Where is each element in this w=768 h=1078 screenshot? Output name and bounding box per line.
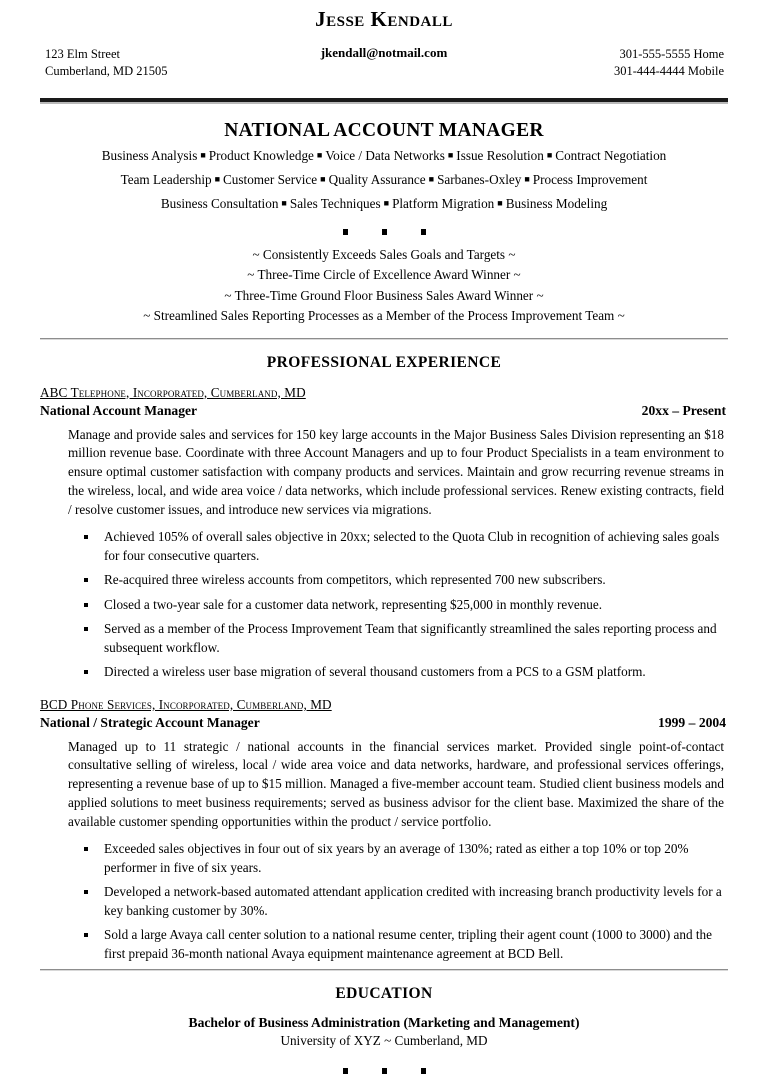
square-ornament-top xyxy=(40,223,728,239)
header-divider xyxy=(40,98,728,104)
skills-line-1 xyxy=(40,146,728,166)
square-icon xyxy=(421,1068,426,1074)
candidate-name: Jesse Kendall xyxy=(315,7,453,31)
skill-item: Customer Service xyxy=(223,171,318,187)
square-icon xyxy=(343,1068,348,1074)
skill-item: Process Improvement xyxy=(532,171,648,187)
professional-headline: NATIONAL ACCOUNT MANAGER xyxy=(224,120,544,141)
tagline: ~ Three-Time Circle of Excellence Award Winner ~ xyxy=(247,267,521,283)
skill-item: Issue Resolution xyxy=(456,148,544,163)
experience-entry xyxy=(40,384,728,682)
list-item: Re-acquired three wireless accounts from competitors, which represented 700 new subscribers. xyxy=(84,571,724,589)
square-separator-icon: ■ xyxy=(497,197,503,208)
job-dates: 1999 – 2004 xyxy=(658,714,726,730)
list-item: Developed a network-based automated attendant application credited with increasing branch productivity levels for a key banking customer by 30%. xyxy=(84,883,724,920)
square-separator-icon: ■ xyxy=(524,173,530,184)
address-line-2: Cumberland, MD 21505 xyxy=(45,63,168,78)
experience-divider xyxy=(40,338,728,340)
square-separator-icon: ■ xyxy=(546,150,553,160)
address-line-1: 123 Elm Street xyxy=(45,47,120,61)
email-address[interactable]: jkendall@notmail.com xyxy=(320,45,448,60)
square-separator-icon: ■ xyxy=(428,173,435,184)
skill-item: Team Leadership xyxy=(120,171,212,187)
list-item: Served as a member of the Process Improvement Team that significantly streamlined the sales reporting process and subsequent workflow. xyxy=(84,620,724,657)
skill-item: Contract Negotiation xyxy=(555,148,667,163)
skill-item: Business Modeling xyxy=(505,195,608,211)
experience-entry xyxy=(40,696,728,964)
skills-line-3 xyxy=(40,194,728,214)
tagline: ~ Consistently Exceeds Sales Goals and Targets ~ xyxy=(252,247,516,263)
square-separator-icon: ■ xyxy=(200,150,206,160)
skills-line-2 xyxy=(40,170,728,190)
square-ornament-bottom xyxy=(40,1062,728,1078)
square-icon xyxy=(343,229,348,235)
job-summary: Managed up to 11 strategic / national accounts in the financial services market. Provided single point-of-contact consultative selling of wireless, local / wide area voice and data networks, hardware, and professional services offerings, representing a revenue base of up to $15 million. Managed a five-member account team. Studied client business models and applied solutions to meet business requirements; served as business advisor for the client base. Maximized the share of the available customer spending opportunities within the product / service portfolio. xyxy=(68,738,724,829)
job-summary: Manage and provide sales and services for 150 key large accounts in the Major Business Sales Division representing an $18 million revenue base. Coordinate with three Account Managers and up to four Product Specialists in a team environment to ensure optimal customer satisfaction with company products and services. Maintain and grow recurring revenue streams in the wireless, local, and wide area voice / data networks, which include professional services. Renew existing contracts, field / resolve customer issues, and introduce new services via migrations. xyxy=(68,426,724,517)
job-achievement-list xyxy=(40,840,728,963)
role-row xyxy=(40,403,728,419)
square-icon xyxy=(382,229,387,235)
skill-item: Sarbanes-Oxley xyxy=(437,171,522,187)
list-item: Achieved 105% of overall sales objective in 20xx; selected to the Quota Club in recognition of achieving sales goals for four consecutive quarters. xyxy=(84,528,724,565)
phone-home: 301-555-5555 Home xyxy=(619,47,724,61)
job-role: National Account Manager xyxy=(40,402,198,418)
skill-item: Platform Migration xyxy=(392,195,495,211)
phone-mobile: 301-444-4444 Mobile xyxy=(613,63,724,78)
education-divider xyxy=(40,969,728,971)
tagline: ~ Streamlined Sales Reporting Processes as a Member of the Process Improvement Team ~ xyxy=(143,307,625,323)
job-role: National / Strategic Account Manager xyxy=(40,714,260,730)
square-separator-icon: ■ xyxy=(447,150,454,160)
employer-name: BCD Phone Services, Incorporated, Cumberland, MD xyxy=(40,696,332,712)
section-title-experience: PROFESSIONAL EXPERIENCE xyxy=(266,353,502,371)
phone-block xyxy=(614,46,724,80)
entry-spacer xyxy=(40,688,728,696)
square-icon xyxy=(421,229,426,235)
skill-item: Quality Assurance xyxy=(328,171,426,187)
education-school: University of XYZ ~ Cumberland, MD xyxy=(280,1033,488,1049)
square-separator-icon: ■ xyxy=(383,197,390,208)
skill-item: Product Knowledge xyxy=(208,148,314,163)
tagline: ~ Three-Time Ground Floor Business Sales Award Winner ~ xyxy=(224,287,544,303)
employer-name: ABC Telephone, Incorporated, Cumberland, MD xyxy=(40,384,306,400)
square-icon xyxy=(382,1068,387,1074)
list-item: Exceeded sales objectives in four out of six years by an average of 130%; rated as either a top 10% or top 20% performer in five of six years. xyxy=(84,840,724,877)
role-row xyxy=(40,715,728,731)
square-separator-icon: ■ xyxy=(214,173,221,184)
skill-item: Voice / Data Networks xyxy=(325,148,445,163)
list-item: Sold a large Avaya call center solution to a national resume center, tripling their agent count (1000 to 3000) and the first prepaid 36-month national Avaya equipment maintenance agreement at BCD Bell. xyxy=(84,926,724,963)
skill-item: Business Analysis xyxy=(101,148,198,163)
contact-row xyxy=(40,45,728,92)
education-degree: Bachelor of Business Administration (Marketing and Management) xyxy=(188,1015,580,1031)
skill-item: Business Consultation xyxy=(160,195,279,211)
square-separator-icon: ■ xyxy=(316,150,323,160)
section-title-education: EDUCATION xyxy=(335,985,433,1003)
tagline-block xyxy=(40,245,728,325)
square-separator-icon: ■ xyxy=(320,173,326,184)
skill-item: Sales Techniques xyxy=(289,195,381,211)
list-item: Closed a two-year sale for a customer data network, representing $25,000 in monthly revenue. xyxy=(84,596,724,614)
job-dates: 20xx – Present xyxy=(641,402,726,418)
list-item: Directed a wireless user base migration of several thousand customers from a PCS to a GSM platform. xyxy=(84,663,724,681)
job-achievement-list xyxy=(40,528,728,681)
square-separator-icon: ■ xyxy=(281,197,287,208)
